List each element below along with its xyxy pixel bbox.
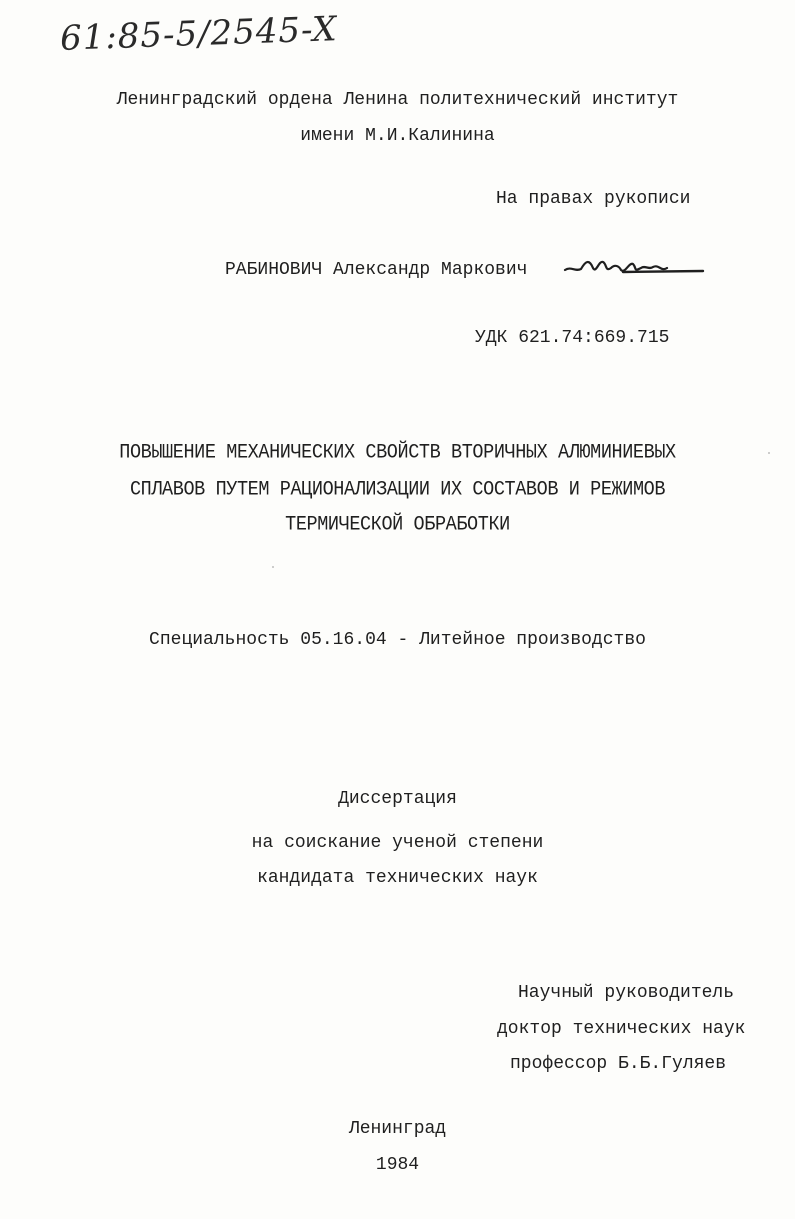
supervisor-role: Научный руководитель — [518, 983, 735, 1003]
signature — [563, 250, 705, 284]
supervisor-degree: доктор технических наук — [497, 1019, 746, 1039]
rights-note: На правах рукописи — [496, 189, 691, 209]
degree-purpose-line-2: кандидата технических наук — [257, 868, 538, 888]
paper-speck — [272, 566, 274, 568]
city: Ленинград — [348, 1119, 447, 1139]
paper-speck — [768, 452, 770, 454]
institution-line-1: Ленинградский ордена Ленина политехнический институт — [116, 90, 679, 110]
specialty: Специальность 05.16.04 - Литейное производство — [149, 630, 646, 650]
year: 1984 — [375, 1155, 420, 1175]
degree-purpose-line-1: на соискание ученой степени — [251, 833, 544, 853]
institution-line-2: имени М.И.Калинина — [300, 126, 495, 146]
archive-number: 61:85-5/2545-X — [59, 9, 339, 59]
supervisor-name: профессор Б.Б.Гуляев — [510, 1054, 727, 1074]
thesis-title-line-3: ТЕРМИЧЕСКОЙ ОБРАБОТКИ — [285, 512, 510, 537]
udc-code: УДК 621.74:669.715 — [475, 328, 670, 348]
thesis-title-line-1: ПОВЫШЕНИЕ МЕХАНИЧЕСКИХ СВОЙСТВ ВТОРИЧНЫХ АЛЮМИНИЕВЫХ — [119, 440, 676, 465]
dissertation-type: Диссертация — [338, 789, 457, 809]
author-name: РАБИНОВИЧ Александр Маркович — [225, 260, 528, 280]
thesis-title-line-2: СПЛАВОВ ПУТЕМ РАЦИОНАЛИЗАЦИИ ИХ СОСТАВОВ И РЕЖИМОВ — [129, 477, 666, 502]
